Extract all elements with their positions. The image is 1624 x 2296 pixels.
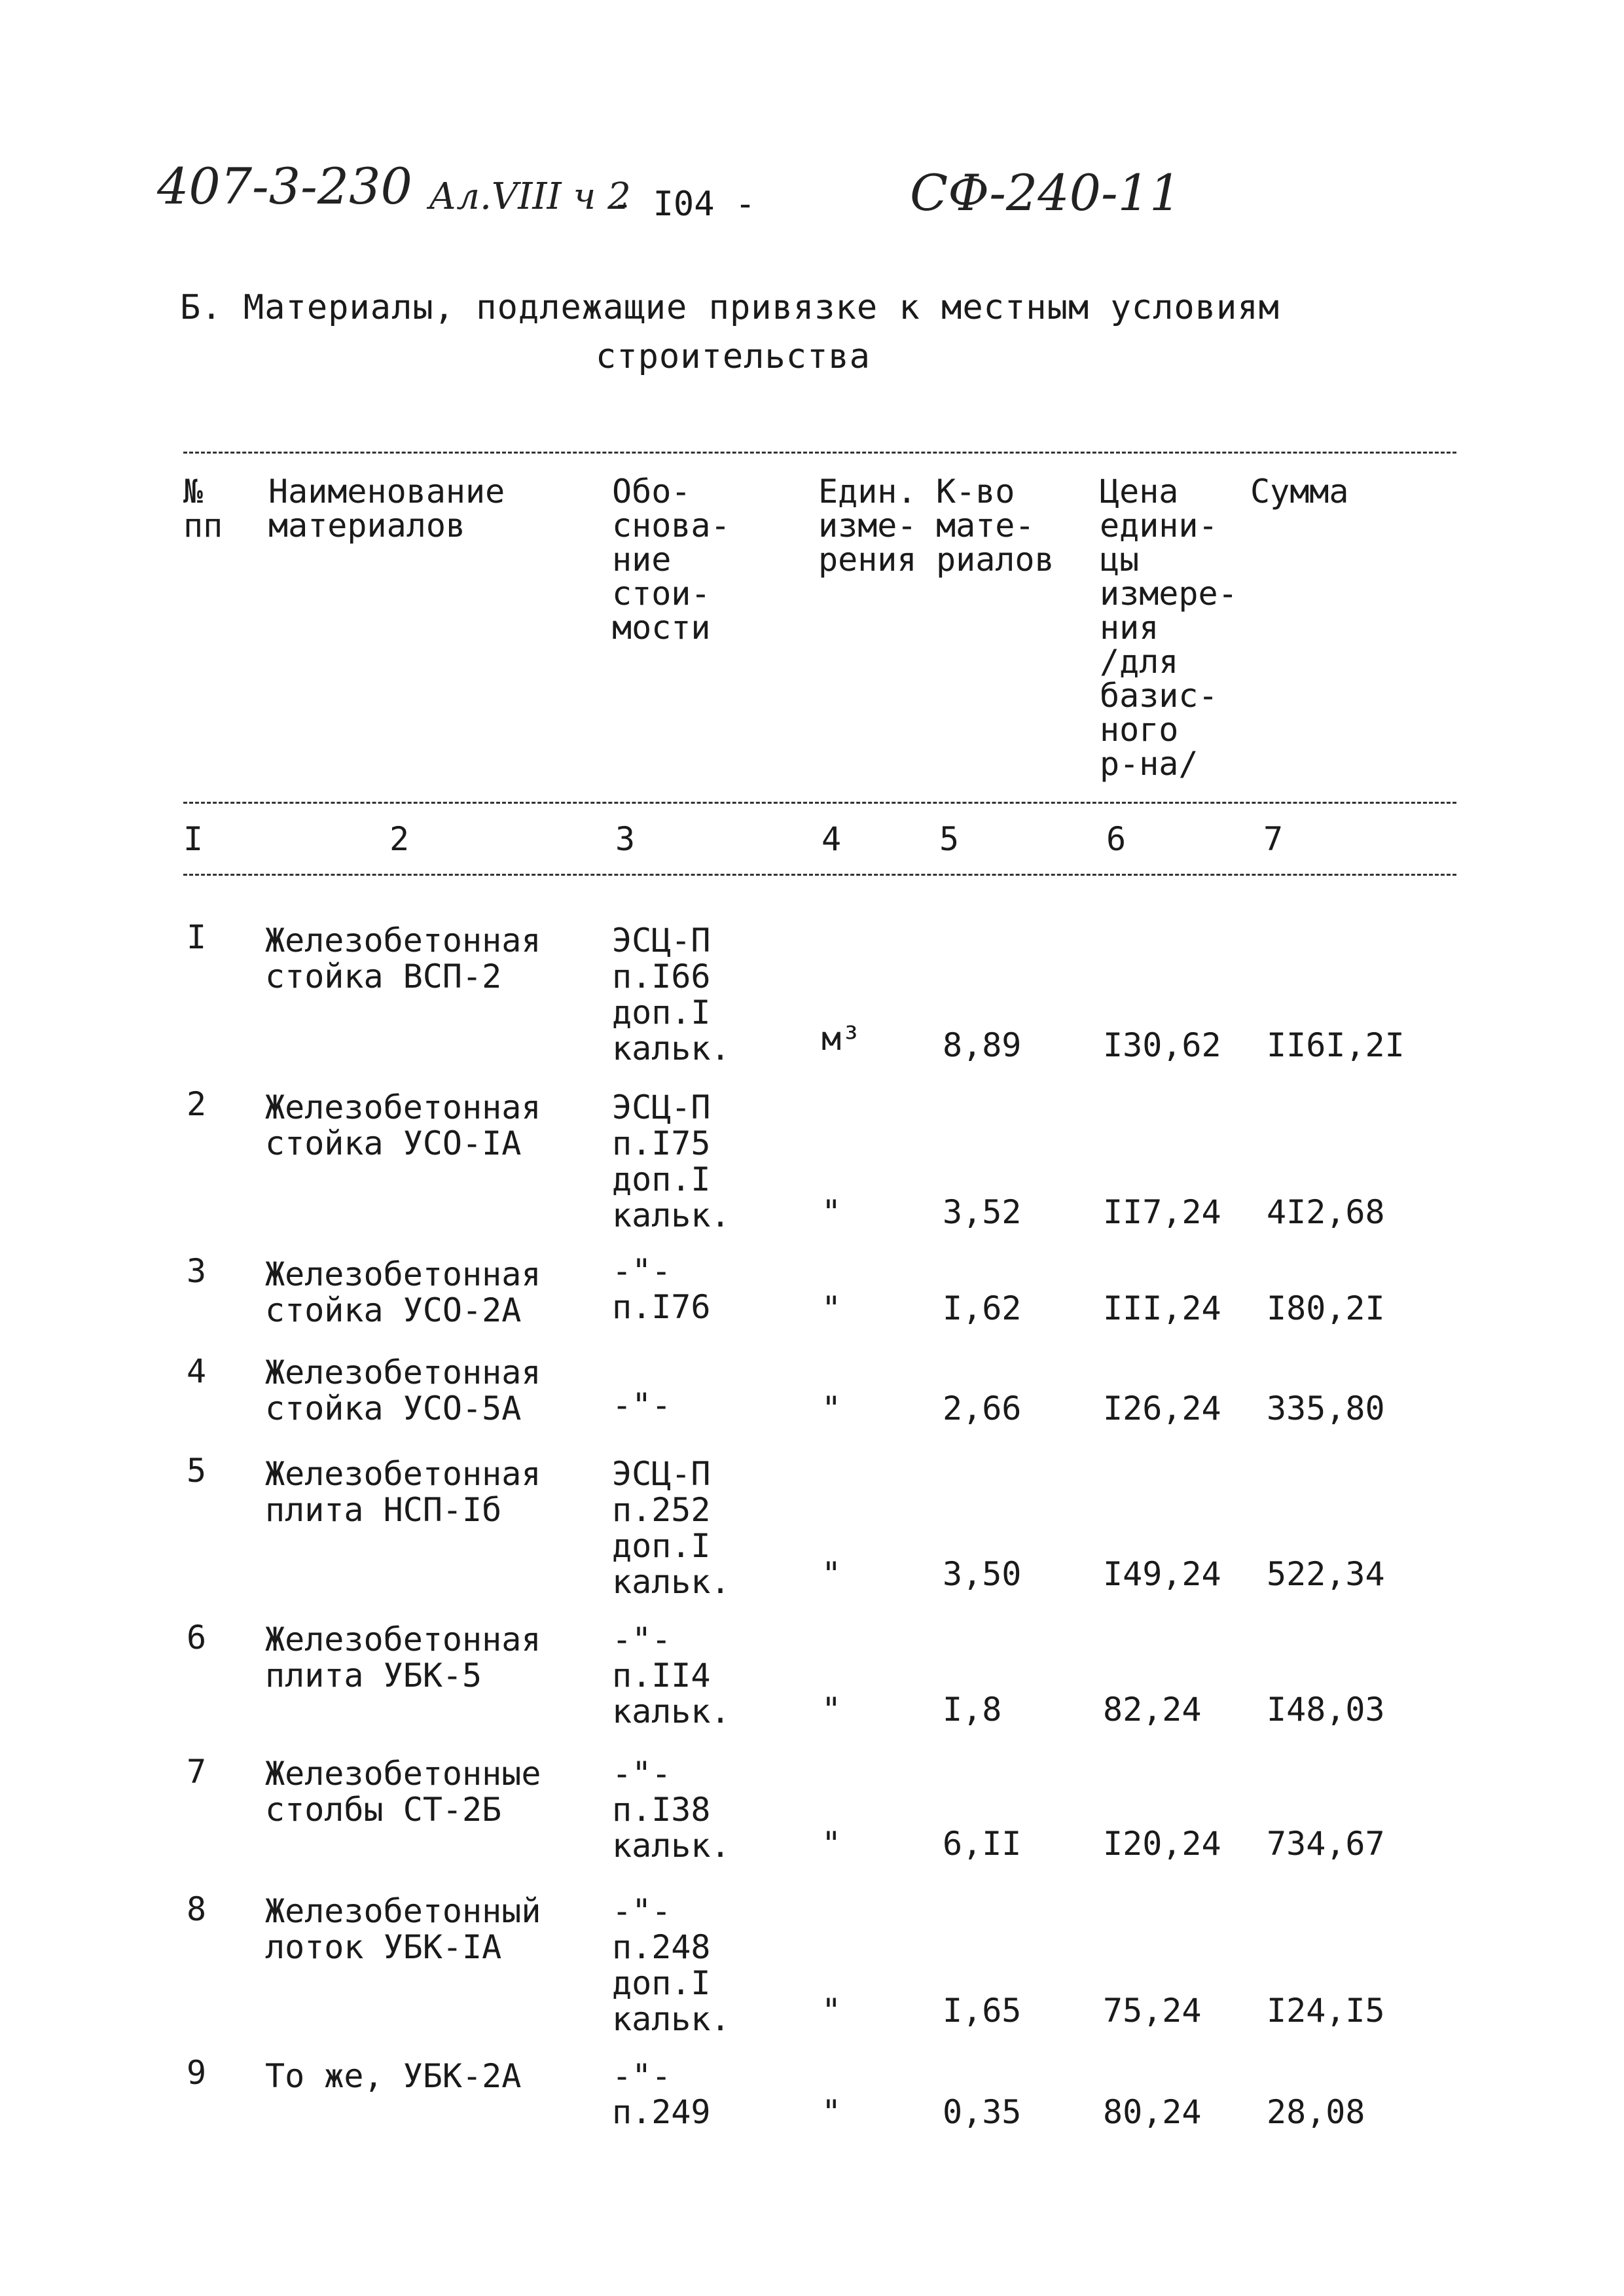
unit-price: I49,24 [1103, 1555, 1221, 1593]
row-number: 6 [187, 1619, 207, 1657]
unit-of-measure: " [821, 1992, 842, 2030]
unit-of-measure: м³ [821, 1020, 861, 1058]
row-number: 5 [187, 1452, 207, 1490]
quantity: I,65 [943, 1992, 1022, 2030]
unit-price: I30,62 [1103, 1026, 1221, 1064]
col-header-sum: Сумма [1250, 473, 1349, 511]
unit-price: I20,24 [1103, 1825, 1221, 1863]
col-header-quantity: К-во мате- риалов [936, 473, 1055, 579]
row-number: 9 [187, 2054, 207, 2092]
section-heading-line2: строительства [596, 337, 871, 376]
col-header-unit-price: Цена едини- цы измере- ния /для базис- ного р-на/ [1100, 473, 1238, 783]
quantity: 6,II [943, 1825, 1022, 1863]
row-sum: I80,2I [1267, 1289, 1385, 1327]
row-number: 8 [187, 1890, 207, 1928]
cost-basis: -"- п.249 [612, 2057, 711, 2131]
col-number-7: 7 [1263, 820, 1284, 858]
material-name: То же, УБК-2А [265, 2057, 522, 2095]
cost-basis: -"- п.I76 [612, 1252, 711, 1326]
unit-price: 75,24 [1103, 1992, 1202, 2030]
unit-of-measure: " [821, 1555, 842, 1593]
cost-basis: ЭСЦ-П п.I75 доп.I кальк. [612, 1088, 731, 1234]
cost-basis: -"- п.I38 кальк. [612, 1755, 731, 1865]
unit-price: I26,24 [1103, 1390, 1221, 1427]
column-numbers-bottom-rule [183, 874, 1456, 876]
row-number: 4 [187, 1352, 207, 1390]
row-sum: I24,I5 [1267, 1992, 1385, 2030]
row-sum: I48,03 [1267, 1691, 1385, 1729]
unit-of-measure: " [821, 1691, 842, 1729]
album-reference: Ал.VIII ч 2 [429, 175, 631, 218]
material-name: Железобетонная стойка УСО-5А [265, 1354, 541, 1427]
row-sum: II6I,2I [1267, 1026, 1405, 1064]
col-header-unit: Един. изме- рения [818, 473, 917, 579]
unit-price: 80,24 [1103, 2093, 1202, 2131]
row-number: I [187, 918, 207, 956]
col-number-3: 3 [615, 820, 636, 858]
unit-price: II7,24 [1103, 1193, 1221, 1231]
unit-of-measure: " [821, 1193, 842, 1231]
col-header-basis: Обо- снова- ние стои- мости [612, 473, 731, 647]
cost-basis: ЭСЦ-П п.252 доп.I кальк. [612, 1455, 731, 1601]
material-name: Железобетонный лоток УБК-IA [265, 1892, 541, 1966]
unit-of-measure: " [821, 1390, 842, 1427]
cost-basis: -"- [612, 1386, 672, 1424]
quantity: 3,50 [943, 1555, 1022, 1593]
cost-basis: ЭСЦ-П п.I66 доп.I кальк. [612, 922, 731, 1067]
row-sum: 28,08 [1267, 2093, 1365, 2131]
row-number: 3 [187, 1252, 207, 1290]
sheet-code: СФ-240-11 [910, 164, 1182, 222]
row-sum: 4I2,68 [1267, 1193, 1385, 1231]
cost-basis: -"- п.248 доп.I кальк. [612, 1892, 731, 2038]
unit-of-measure: " [821, 1289, 842, 1327]
material-name: Железобетонная стойка УСО-IA [265, 1088, 541, 1162]
material-name: Железобетонные столбы СТ-2Б [265, 1755, 541, 1829]
row-number: 7 [187, 1753, 207, 1791]
quantity: I,8 [943, 1691, 1002, 1729]
section-heading-line1: Б. Материалы, подлежащие привязке к местным условиям [180, 288, 1280, 327]
material-name: Железобетонная стойка УСО-2А [265, 1255, 541, 1329]
col-header-name: Наименование материалов [268, 473, 505, 545]
header-bottom-rule [183, 802, 1456, 804]
col-number-1: I [183, 820, 204, 858]
col-number-6: 6 [1106, 820, 1127, 858]
cost-basis: -"- п.II4 кальк. [612, 1621, 731, 1731]
unit-price: III,24 [1103, 1289, 1221, 1327]
quantity: I,62 [943, 1289, 1022, 1327]
unit-of-measure: " [821, 1825, 842, 1863]
material-name: Железобетонная плита УБК-5 [265, 1621, 541, 1695]
document-code: 407-3-230 [157, 157, 412, 215]
quantity: 0,35 [943, 2093, 1022, 2131]
col-number-5: 5 [939, 820, 960, 858]
col-header-number: № пп [183, 473, 223, 545]
col-number-2: 2 [389, 820, 410, 858]
row-number: 2 [187, 1085, 207, 1123]
table-top-rule [183, 452, 1456, 454]
page-number: - I04 - [612, 185, 756, 224]
row-sum: 335,80 [1267, 1390, 1385, 1427]
material-name: Железобетонная плита НСП-Iб [265, 1455, 541, 1529]
row-sum: 522,34 [1267, 1555, 1385, 1593]
unit-of-measure: " [821, 2093, 842, 2131]
unit-price: 82,24 [1103, 1691, 1202, 1729]
row-sum: 734,67 [1267, 1825, 1385, 1863]
col-number-4: 4 [821, 820, 842, 858]
quantity: 8,89 [943, 1026, 1022, 1064]
quantity: 3,52 [943, 1193, 1022, 1231]
material-name: Железобетонная стойка ВСП-2 [265, 922, 541, 996]
quantity: 2,66 [943, 1390, 1022, 1427]
